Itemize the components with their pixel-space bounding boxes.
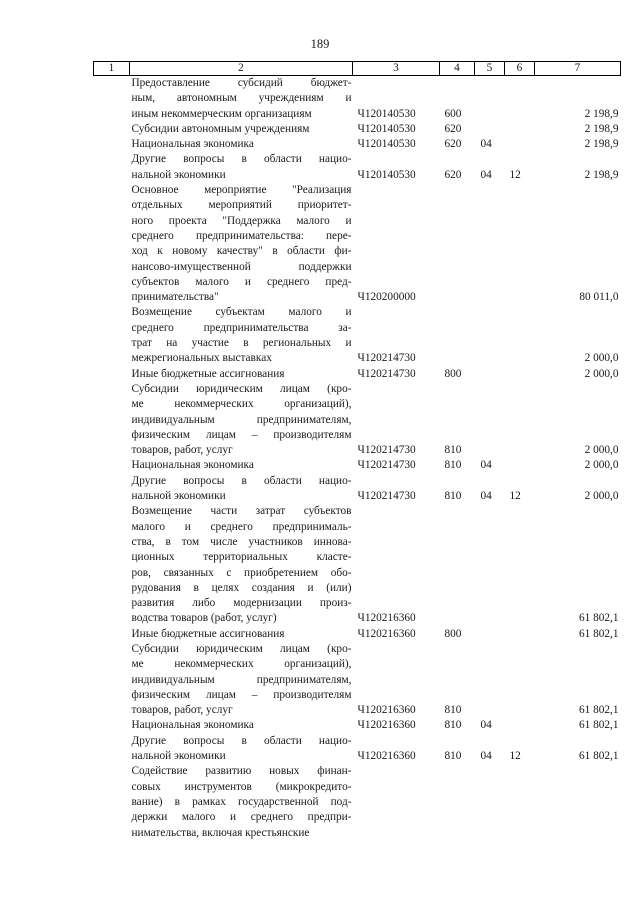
description-line: межрегиональных выставках — [131, 352, 272, 365]
description-line: Национальная экономика — [131, 719, 254, 732]
row-description — [130, 137, 353, 152]
row-col-1 — [94, 504, 130, 626]
description-line: малого и среднего предпринималь- — [131, 520, 352, 533]
row-col-1 — [94, 152, 130, 183]
row-col-6 — [505, 718, 535, 733]
row-col-1 — [94, 627, 130, 642]
description-line: Национальная экономика — [131, 138, 254, 151]
row-amount: 2 198,9 — [584, 138, 619, 151]
description-line: среднего предпринимательства: пере- — [131, 229, 352, 242]
description-line: рудования в целях создания и (или) — [131, 581, 352, 594]
header-col-5: 5 — [475, 62, 505, 76]
description-line: принимательства" — [131, 291, 219, 304]
header-row — [94, 62, 621, 76]
row-amount: 2 198,9 — [584, 122, 619, 135]
description-line: ным, автономным учреждениям и — [131, 92, 352, 105]
row-col-1 — [94, 183, 130, 305]
row-col-4: 600 — [444, 107, 462, 120]
description-line: ства, в том числе участников иннова- — [131, 535, 352, 548]
row-amount: 61 802,1 — [578, 750, 619, 763]
row-col-1 — [94, 474, 130, 505]
description-line: нальной экономики — [131, 750, 226, 763]
row-col-6 — [505, 382, 535, 458]
row-col-6: 12 — [509, 168, 521, 181]
row-amount: 2 000,0 — [584, 444, 619, 457]
row-code: Ч120140530 — [357, 168, 416, 181]
header-col-6: 6 — [505, 62, 535, 76]
row-col-1 — [94, 458, 130, 473]
description-line: Субсидии юридическим лицам (кро- — [131, 642, 352, 655]
table-row — [94, 764, 621, 840]
row-code: Ч120216360 — [357, 627, 416, 640]
row-col-6 — [505, 642, 535, 718]
table-row — [94, 76, 621, 122]
row-amount — [535, 764, 621, 840]
table-header — [94, 62, 621, 76]
description-line: совых инструментов (микрокредито- — [131, 780, 352, 793]
row-col-1 — [94, 642, 130, 718]
row-col-5 — [475, 627, 505, 642]
description-line: Субсидии автономным учреждениям — [131, 122, 310, 135]
row-amount: 61 802,1 — [578, 719, 619, 732]
row-col-6 — [505, 122, 535, 137]
table-row — [94, 382, 621, 458]
description-line: Содействие развитию новых финан- — [131, 765, 352, 778]
row-col-1 — [94, 764, 130, 840]
row-col-6: 12 — [509, 750, 521, 763]
row-amount: 2 000,0 — [584, 459, 619, 472]
description-line: держки малого и среднего предпри- — [131, 811, 352, 824]
table-row — [94, 642, 621, 718]
row-col-6 — [505, 137, 535, 152]
row-col-5 — [475, 305, 505, 366]
row-description — [130, 718, 353, 733]
row-amount: 2 198,9 — [584, 107, 619, 120]
header-col-4: 4 — [440, 62, 475, 76]
row-col-6 — [505, 305, 535, 366]
row-col-5 — [475, 764, 505, 840]
row-code — [353, 764, 440, 840]
description-line: Другие вопросы в области нацио- — [131, 153, 352, 166]
row-amount: 2 000,0 — [584, 367, 619, 380]
row-col-5 — [475, 382, 505, 458]
row-col-4: 620 — [444, 168, 462, 181]
row-code: Ч120214730 — [357, 444, 416, 457]
description-line: нальной экономики — [131, 168, 226, 181]
row-amount: 61 802,1 — [578, 704, 619, 717]
description-line: Иные бюджетные ассигнования — [131, 627, 285, 640]
row-code: Ч120216360 — [357, 704, 416, 717]
description-line: Субсидии юридическим лицам (кро- — [131, 382, 352, 395]
row-description — [130, 642, 353, 718]
row-col-4: 810 — [444, 750, 462, 763]
table-row — [94, 734, 621, 765]
row-description — [130, 122, 353, 137]
row-col-4: 620 — [444, 122, 462, 135]
row-col-5 — [475, 76, 505, 122]
row-code: Ч120216360 — [357, 719, 416, 732]
table-row — [94, 305, 621, 366]
row-col-5 — [475, 183, 505, 305]
row-col-1 — [94, 137, 130, 152]
row-col-4: 810 — [444, 704, 462, 717]
description-line: товаров, работ, услуг — [131, 704, 233, 717]
description-line: индивидуальным предпринимателям, — [131, 673, 352, 686]
row-col-5: 04 — [480, 168, 492, 181]
row-col-6 — [505, 764, 535, 840]
row-description — [130, 734, 353, 765]
row-amount: 80 011,0 — [579, 291, 619, 304]
row-col-5: 04 — [480, 719, 492, 732]
row-description — [130, 764, 353, 840]
table-row — [94, 122, 621, 137]
row-code: Ч120214730 — [357, 459, 416, 472]
row-code: Ч120140530 — [357, 138, 416, 151]
row-amount: 2 000,0 — [584, 352, 619, 365]
header-col-2: 2 — [130, 62, 353, 76]
row-code: Ч120216360 — [357, 750, 416, 763]
description-line: ме некоммерческих организаций), — [131, 398, 352, 411]
row-col-5 — [475, 367, 505, 382]
row-col-1 — [94, 305, 130, 366]
row-col-1 — [94, 122, 130, 137]
row-col-1 — [94, 718, 130, 733]
description-line: физическим лицам – производителям — [131, 428, 352, 441]
row-amount: 61 802,1 — [578, 627, 619, 640]
row-description — [130, 367, 353, 382]
row-col-4: 810 — [444, 490, 462, 503]
row-col-5 — [475, 122, 505, 137]
table-row — [94, 367, 621, 382]
row-col-4 — [440, 183, 475, 305]
description-line: ход к новому качеству" в области фи- — [131, 245, 352, 258]
description-line: товаров, работ, услуг — [131, 444, 233, 457]
description-line: нимательства, включая крестьянские — [131, 826, 310, 839]
row-description — [130, 152, 353, 183]
table-row — [94, 183, 621, 305]
row-col-6 — [505, 183, 535, 305]
row-col-4 — [440, 504, 475, 626]
row-col-6 — [505, 627, 535, 642]
description-line: водства товаров (работ, услуг) — [131, 612, 277, 625]
row-col-4: 810 — [444, 459, 462, 472]
description-line: ного проекта "Поддержка малого и — [131, 214, 352, 227]
description-line: Основное мероприятие "Реализация — [131, 184, 352, 197]
description-line: Предоставление субсидий бюджет- — [131, 77, 352, 89]
description-line: ме некоммерческих организаций), — [131, 658, 352, 671]
description-line: индивидуальным предпринимателям, — [131, 413, 352, 426]
row-description — [130, 382, 353, 458]
row-col-4: 800 — [444, 367, 462, 380]
table-row — [94, 627, 621, 642]
description-line: Возмещение части затрат субъектов — [131, 505, 352, 518]
description-line: Другие вопросы в области нацио- — [131, 474, 352, 487]
row-code: Ч120140530 — [357, 122, 416, 135]
description-line: нансово-имущественной поддержки — [131, 260, 352, 273]
table-row — [94, 152, 621, 183]
row-col-1 — [94, 382, 130, 458]
table-row — [94, 504, 621, 626]
description-line: Возмещение субъектам малого и — [131, 306, 352, 319]
row-col-1 — [94, 76, 130, 122]
table-row — [94, 137, 621, 152]
row-col-5 — [475, 504, 505, 626]
row-col-1 — [94, 734, 130, 765]
description-line: развития либо модернизации произ- — [131, 597, 352, 610]
header-col-1: 1 — [94, 62, 130, 76]
row-col-4: 810 — [444, 719, 462, 732]
row-col-1 — [94, 367, 130, 382]
table-row — [94, 458, 621, 473]
table-row — [94, 718, 621, 733]
page-number: 189 — [310, 37, 330, 51]
header-col-7: 7 — [535, 62, 621, 76]
row-amount: 61 802,1 — [578, 612, 619, 625]
row-description — [130, 474, 353, 505]
row-description — [130, 305, 353, 366]
description-line: иным некоммерческим организациям — [131, 107, 312, 120]
row-col-6 — [505, 504, 535, 626]
description-line: нальной экономики — [131, 490, 226, 503]
row-code: Ч120140530 — [357, 107, 416, 120]
row-col-6 — [505, 367, 535, 382]
description-line: Национальная экономика — [131, 459, 254, 472]
description-line: трат на участие в региональных и — [131, 337, 352, 350]
row-code: Ч120214730 — [357, 367, 416, 380]
row-col-4 — [440, 764, 475, 840]
row-code: Ч120200000 — [357, 291, 416, 304]
row-description — [130, 627, 353, 642]
row-amount: 2 198,9 — [584, 168, 619, 181]
description-line: среднего предпринимательства за- — [131, 321, 352, 334]
row-description — [130, 504, 353, 626]
row-col-5: 04 — [480, 138, 492, 151]
row-code: Ч120214730 — [357, 490, 416, 503]
row-col-5: 04 — [480, 750, 492, 763]
budget-table — [93, 61, 621, 841]
row-col-6 — [505, 76, 535, 122]
row-code: Ч120214730 — [357, 352, 416, 365]
row-description — [130, 458, 353, 473]
row-col-4: 810 — [444, 444, 462, 457]
row-description — [130, 183, 353, 305]
table-row — [94, 474, 621, 505]
description-line: отдельных мероприятий приоритет- — [131, 199, 352, 212]
table-body — [94, 76, 621, 841]
row-col-6: 12 — [509, 490, 521, 503]
row-col-4: 800 — [444, 627, 462, 640]
row-description — [130, 76, 353, 122]
row-col-4: 620 — [444, 138, 462, 151]
row-col-5 — [475, 642, 505, 718]
description-line: вание) в рамках государственной под- — [131, 795, 352, 808]
description-line: Иные бюджетные ассигнования — [131, 367, 285, 380]
row-amount: 2 000,0 — [584, 490, 619, 503]
description-line: ров, связанных с приобретением обо- — [131, 566, 352, 579]
row-col-6 — [505, 458, 535, 473]
description-line: ционных территориальных класте- — [131, 551, 352, 564]
description-line: субъектов малого и среднего пред- — [131, 275, 352, 288]
description-line: Другие вопросы в области нацио- — [131, 734, 352, 747]
description-line: физическим лицам – производителям — [131, 688, 352, 701]
row-col-4 — [440, 305, 475, 366]
row-code: Ч120216360 — [357, 612, 416, 625]
header-col-3: 3 — [353, 62, 440, 76]
row-col-5: 04 — [480, 490, 492, 503]
row-col-5: 04 — [480, 459, 492, 472]
